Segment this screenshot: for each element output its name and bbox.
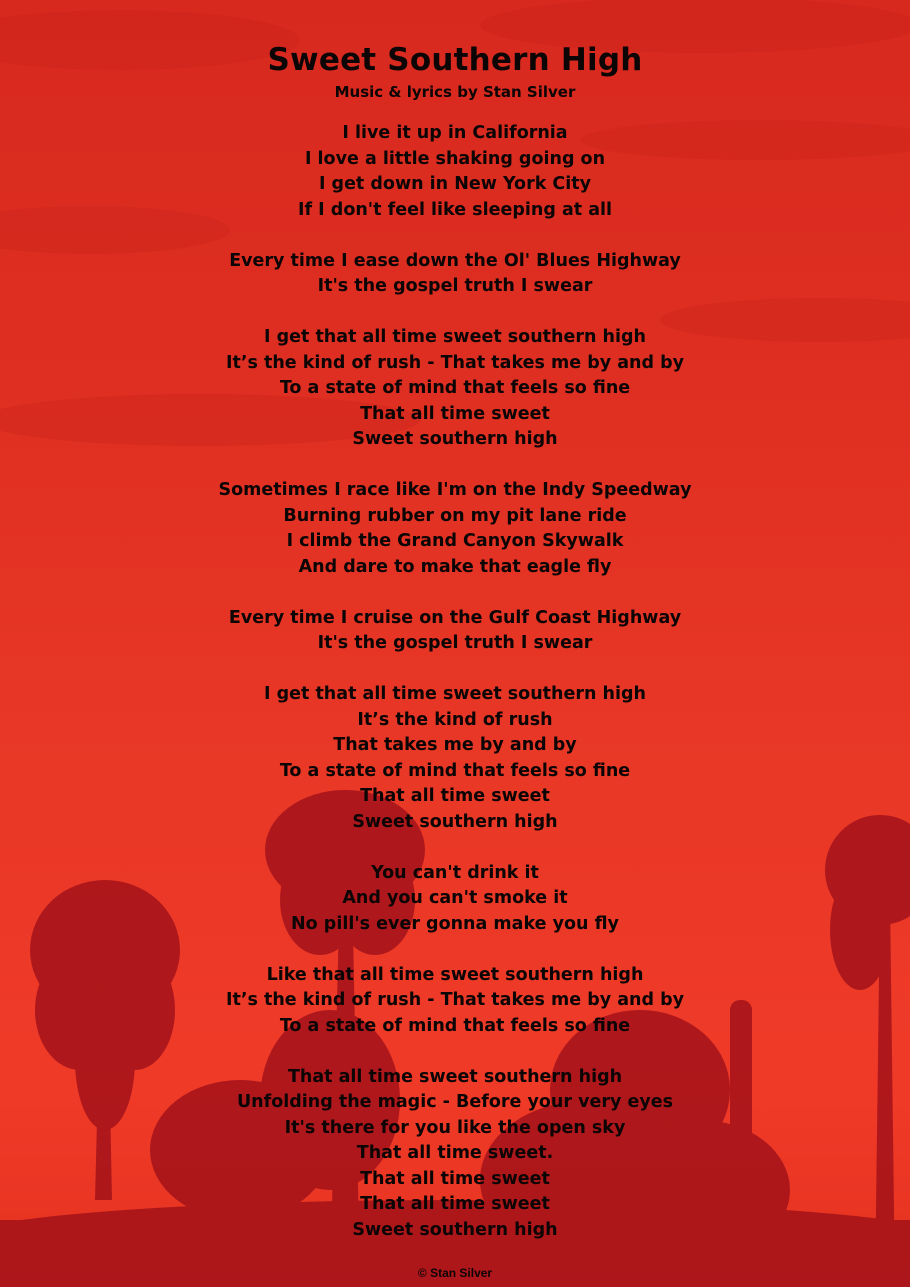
lyric-line: Sometimes I race like I'm on the Indy Speedway [218, 480, 692, 500]
lyric-line: You can't drink it [371, 862, 539, 883]
copyright-notice: © Stan Silver [417, 1266, 493, 1280]
lyric-line: Sweet southern high [352, 429, 558, 449]
stanza-break [0, 937, 910, 963]
lyric-line: Sweet southern high [352, 811, 558, 832]
stanza-break [0, 657, 910, 683]
lyric-line: That all time sweet. [356, 1143, 554, 1163]
lyric-line: If I don't feel like sleeping at all [297, 199, 613, 220]
lyric-line: That all time sweet [360, 1194, 550, 1214]
song-credit: Music & lyrics by Stan Silver [334, 83, 576, 101]
lyric-line: That all time sweet [360, 403, 550, 424]
stanza-break [0, 223, 910, 249]
lyric-line: To a state of mind that feels so fine [279, 1015, 631, 1036]
lyric-line: It's the gospel truth I swear [317, 633, 593, 653]
stanza-break [0, 835, 910, 861]
lyric-line: It's there for you like the open sky [284, 1117, 626, 1138]
lyric-line: And you can't smoke it [342, 888, 568, 908]
lyric-line: That all time sweet southern high [287, 1066, 623, 1087]
lyric-line: To a state of mind that feels so fine [279, 378, 631, 398]
lyric-line: Burning rubber on my pit lane ride [283, 505, 627, 526]
lyric-line: I climb the Grand Canyon Skywalk [286, 531, 624, 551]
lyric-line: I get down in New York City [318, 174, 592, 194]
lyric-line: That takes me by and by [333, 735, 577, 755]
song-title: Sweet Southern High [267, 42, 643, 78]
lyric-line: That all time sweet [360, 786, 550, 806]
lyric-line: I get that all time sweet southern high [263, 684, 646, 704]
lyric-line: Every time I cruise on the Gulf Coast Highway [228, 607, 682, 628]
lyric-line: To a state of mind that feels so fine [279, 760, 631, 781]
lyrics-block [0, 121, 910, 1243]
lyric-line: That all time sweet [360, 1168, 550, 1189]
lyric-line: It’s the kind of rush [357, 709, 553, 730]
lyric-line: Every time I ease down the Ol' Blues Highway [229, 250, 681, 271]
lyric-line: It’s the kind of rush - That takes me by and by [225, 990, 685, 1010]
lyric-line: I live it up in California [342, 123, 568, 143]
lyric-line: It's the gospel truth I swear [317, 276, 593, 296]
lyric-line: And dare to make that eagle fly [298, 556, 612, 577]
stanza-break [0, 453, 910, 479]
lyric-line: I love a little shaking going on [304, 148, 606, 169]
lyric-line: No pill's ever gonna make you fly [291, 913, 619, 934]
stanza-break [0, 1039, 910, 1065]
lyric-line: Like that all time sweet southern high [266, 964, 644, 985]
lyric-line: I get that all time sweet southern high [263, 327, 646, 347]
stanza-break [0, 580, 910, 606]
lyric-line: Sweet southern high [352, 1219, 558, 1240]
lyric-line: Unfolding the magic - Before your very eyes [236, 1092, 674, 1112]
stanza-break [0, 300, 910, 326]
lyric-line: It’s the kind of rush - That takes me by and by [225, 352, 685, 373]
